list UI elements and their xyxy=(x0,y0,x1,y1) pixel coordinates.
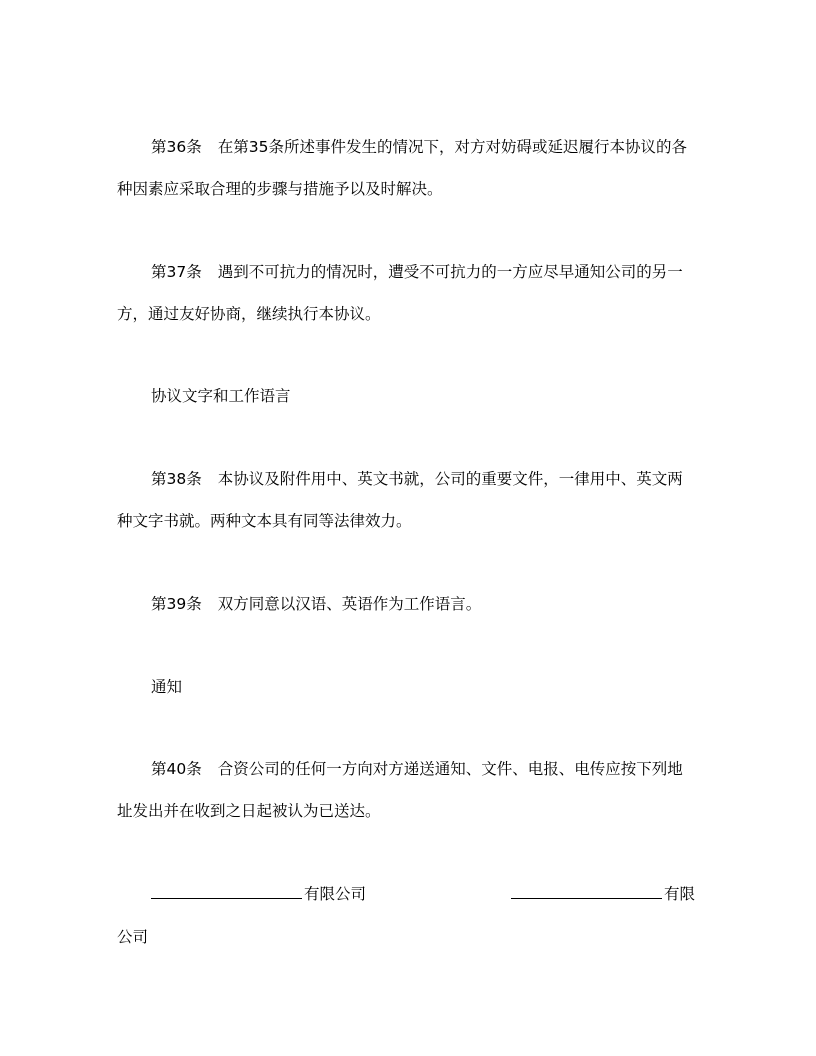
signature-blank-left xyxy=(151,897,302,899)
article-36-text-2: 种因素应采取合理的步骤与措施予以及时解决。 xyxy=(117,180,443,198)
article-38-text-2: 种文字书就。两种文本具有同等法律效力。 xyxy=(117,512,412,530)
article-37-text-2: 方，通过友好协商，继续执行本协议。 xyxy=(117,305,381,323)
article-40-line-1 xyxy=(151,759,683,779)
article-36-line-2 xyxy=(117,179,443,199)
signature-right xyxy=(511,884,695,904)
article-38-line-2 xyxy=(117,511,412,531)
section-heading-notice: 通知 xyxy=(151,678,183,696)
article-39-text-1: 双方同意以汉语、英语作为工作语言。 xyxy=(217,595,482,613)
signature-right-company: 有限 xyxy=(664,885,696,903)
article-40-text-1: 合资公司的任何一方向对方递送通知、文件、电报、电传应按下列地 xyxy=(217,760,683,778)
article-39-number: 第39条 xyxy=(151,595,202,613)
article-40-text-2: 址发出并在收到之日起被认为已送达。 xyxy=(117,802,381,820)
article-36-text-1: 在第35条所述事件发生的情况下，对方对妨碍或延迟履行本协议的各 xyxy=(217,138,687,156)
article-39-line-1 xyxy=(151,594,481,614)
article-40-number: 第40条 xyxy=(151,760,202,778)
article-37-text-1: 遇到不可抗力的情况时，遭受不可抗力的一方应尽早通知公司的另一 xyxy=(217,263,683,281)
article-38-number: 第38条 xyxy=(151,470,202,488)
signature-wrap: 公司 xyxy=(117,928,149,946)
article-37-line-2 xyxy=(117,304,381,324)
signature-left-company: 有限公司 xyxy=(304,885,367,903)
article-36-number: 第36条 xyxy=(151,138,202,156)
signature-left xyxy=(151,884,366,904)
article-38-line-1 xyxy=(151,469,683,489)
article-37-number: 第37条 xyxy=(151,263,202,281)
section-heading-language: 协议文字和工作语言 xyxy=(151,387,291,405)
article-36-line-1 xyxy=(151,137,697,157)
article-37-line-1 xyxy=(151,262,683,282)
article-38-text-1: 本协议及附件用中、英文书就，公司的重要文件，一律用中、英文两 xyxy=(217,470,683,488)
signature-blank-right xyxy=(511,897,662,899)
article-40-line-2 xyxy=(117,801,381,821)
